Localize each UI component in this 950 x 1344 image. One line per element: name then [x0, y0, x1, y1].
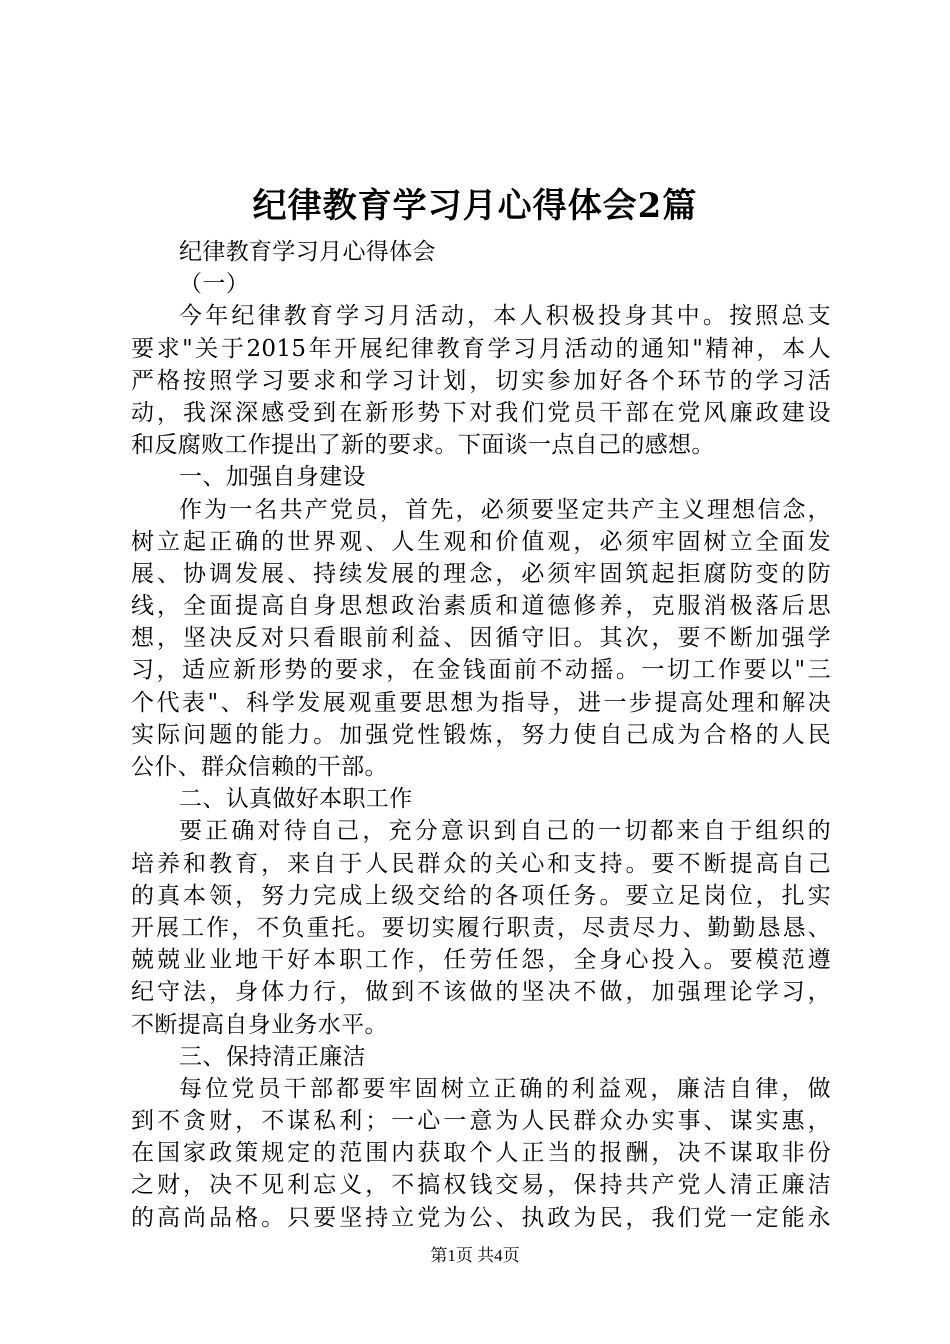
paragraph-line: 要正确对待自己，充分意识到自己的一切都来自于组织的	[179, 818, 831, 845]
paragraph-line: 开展工作，不负重托。要切实履行职责，尽责尽力、勤勤恳恳、	[131, 914, 831, 941]
paragraph-line: 动，我深深感受到在新形势下对我们党员干部在党风廉政建设	[131, 399, 831, 426]
section-heading: 一、加强自身建设	[179, 464, 366, 491]
paragraph-line: 今年纪律教育学习月活动，本人积极投身其中。按照总支	[179, 303, 831, 330]
paragraph-line: 严格按照学习要求和学习计划，切实参加好各个环节的学习活	[131, 367, 831, 394]
paragraph-line: 实际问题的能力。加强党性锻炼，努力使自己成为合格的人民	[131, 721, 831, 748]
paragraph-line: 习，适应新形势的要求，在金钱面前不动摇。一切工作要以"三	[131, 657, 831, 684]
paragraph-line: 在国家政策规定的范围内获取个人正当的报酬，决不谋取非份	[131, 1140, 831, 1167]
paragraph-line: 每位党员干部都要牢固树立正确的利益观，廉洁自律，做	[179, 1075, 831, 1102]
page-footer: 第1页 共4页	[430, 1246, 520, 1265]
paragraph-line: 公仆、群众信赖的干部。	[131, 754, 388, 780]
section-heading: 二、认真做好本职工作	[179, 786, 413, 813]
paragraph-line: 兢兢业业地干好本职工作，任劳任怨，全身心投入。要模范遵	[131, 947, 831, 974]
section-marker-line: （一）	[179, 271, 250, 298]
paragraph-line: 作为一名共产党员，首先，必须要坚定共产主义理想信念，	[179, 496, 831, 523]
paragraph-line: 不断提高自身业务水平。	[131, 1011, 388, 1038]
paragraph-line: 树立起正确的世界观、人生观和价值观，必须牢固树立全面发	[131, 528, 831, 555]
document-body	[131, 236, 831, 1234]
paragraph-line: 个代表"、科学发展观重要思想为指导，进一步提高处理和解决	[131, 689, 831, 716]
paragraph-line: 到不贪财，不谋私利；一心一意为人民群众办实事、谋实惠，	[131, 1108, 831, 1135]
document-title: 纪律教育学习月心得体会2篇	[252, 186, 698, 226]
paragraph-line: 要求"关于2015年开展纪律教育学习月活动的通知"精神，本人	[131, 335, 831, 362]
section-heading: 三、保持清正廉洁	[179, 1043, 366, 1070]
paragraph-line: 想，坚决反对只看眼前利益、因循守旧。其次，要不断加强学	[131, 625, 831, 652]
paragraph-line: 培养和教育，来自于人民群众的关心和支持。要不断提高自己	[131, 850, 831, 877]
paragraph-line: 和反腐败工作提出了新的要求。下面谈一点自己的感想。	[131, 432, 715, 459]
paragraph-line: 展、协调发展、持续发展的理念，必须牢固筑起拒腐防变的防	[131, 560, 831, 587]
paragraph-line: 纪守法，身体力行，做到不该做的坚决不做，加强理论学习，	[131, 979, 831, 1006]
paragraph-line: 之财，决不见利忘义，不搞权钱交易，保持共产党人清正廉洁	[131, 1172, 831, 1199]
paragraph-line: 线，全面提高自身思想政治素质和道德修养，克服消极落后思	[131, 593, 831, 620]
paragraph-line: 的高尚品格。只要坚持立党为公、执政为民，我们党一定能永	[131, 1204, 831, 1231]
paragraph-line: 的真本领，努力完成上级交给的各项任务。要立足岗位，扎实	[131, 882, 831, 909]
subtitle-line: 纪律教育学习月心得体会	[179, 239, 436, 265]
